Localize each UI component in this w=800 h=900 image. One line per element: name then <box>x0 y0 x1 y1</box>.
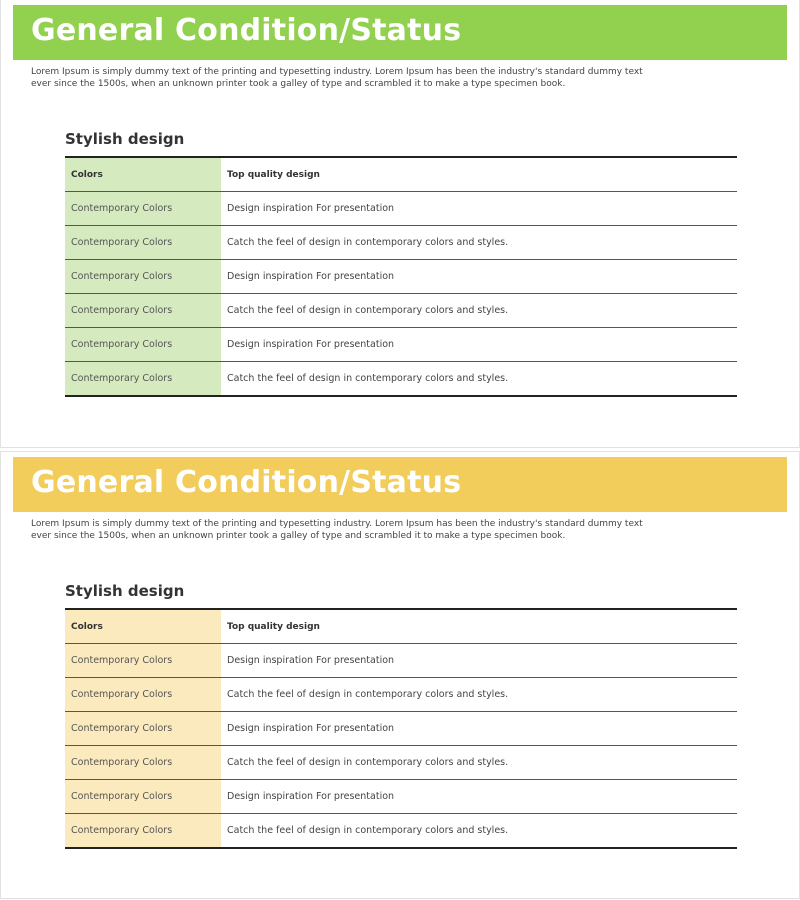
intro-text: Lorem Ipsum is simply dummy text of the printing and typesetting industry. Lorem Ipsum has been the industry's standard dummy text ever since the 1500s, when an unknown printer took a galley of type and scrambled it to make a type specimen book. <box>31 519 643 541</box>
table-row <box>65 226 737 260</box>
table-cell-description: Catch the feel of design in contemporary colors and styles. <box>227 373 509 384</box>
table-row <box>65 780 737 814</box>
banner-title: General Condition/Status <box>31 465 462 500</box>
header-cell-design: Top quality design <box>227 621 320 632</box>
table-cell-description: Catch the feel of design in contemporary colors and styles. <box>227 305 509 316</box>
table-cell-description: Design inspiration For presentation <box>227 655 395 666</box>
table-cell-colors: Contemporary Colors <box>65 678 221 711</box>
table-cell-colors: Contemporary Colors <box>65 226 221 259</box>
table-header-row <box>65 158 737 192</box>
data-table <box>65 608 737 849</box>
table-row <box>65 712 737 746</box>
slide-green <box>0 0 800 448</box>
table-cell-colors: Contemporary Colors <box>65 814 221 847</box>
table-cell-description: Catch the feel of design in contemporary colors and styles. <box>227 237 509 248</box>
banner-title: General Condition/Status <box>31 13 462 48</box>
data-table <box>65 156 737 397</box>
table-cell-description: Design inspiration For presentation <box>227 339 395 350</box>
table-cell-colors: Contemporary Colors <box>65 712 221 745</box>
table-cell-colors: Contemporary Colors <box>65 780 221 813</box>
table-cell-description: Design inspiration For presentation <box>227 791 395 802</box>
header-cell-colors: Colors <box>65 158 221 191</box>
table-header-row <box>65 610 737 644</box>
table-cell-description: Design inspiration For presentation <box>227 203 395 214</box>
section-title: Stylish design <box>65 582 185 600</box>
table-cell-colors: Contemporary Colors <box>65 294 221 327</box>
title-banner <box>13 5 787 60</box>
table-row <box>65 746 737 780</box>
table-cell-colors: Contemporary Colors <box>65 260 221 293</box>
table-cell-description: Catch the feel of design in contemporary colors and styles. <box>227 757 509 768</box>
header-cell-design: Top quality design <box>227 169 320 180</box>
table-cell-colors: Contemporary Colors <box>65 328 221 361</box>
table-cell-colors: Contemporary Colors <box>65 192 221 225</box>
table-row <box>65 328 737 362</box>
slide-yellow <box>0 451 800 899</box>
table-row <box>65 260 737 294</box>
header-cell-colors: Colors <box>65 610 221 643</box>
section-title: Stylish design <box>65 130 185 148</box>
table-row <box>65 814 737 849</box>
table-row <box>65 294 737 328</box>
table-cell-description: Design inspiration For presentation <box>227 271 395 282</box>
table-cell-description: Catch the feel of design in contemporary colors and styles. <box>227 689 509 700</box>
table-cell-description: Design inspiration For presentation <box>227 723 395 734</box>
title-banner <box>13 457 787 512</box>
intro-text: Lorem Ipsum is simply dummy text of the printing and typesetting industry. Lorem Ipsum has been the industry's standard dummy text ever since the 1500s, when an unknown printer took a galley of type and scrambled it to make a type specimen book. <box>31 67 643 89</box>
table-cell-colors: Contemporary Colors <box>65 362 221 395</box>
table-row <box>65 678 737 712</box>
table-row <box>65 644 737 678</box>
table-row <box>65 362 737 397</box>
table-cell-description: Catch the feel of design in contemporary colors and styles. <box>227 825 509 836</box>
table-cell-colors: Contemporary Colors <box>65 746 221 779</box>
table-row <box>65 192 737 226</box>
table-cell-colors: Contemporary Colors <box>65 644 221 677</box>
